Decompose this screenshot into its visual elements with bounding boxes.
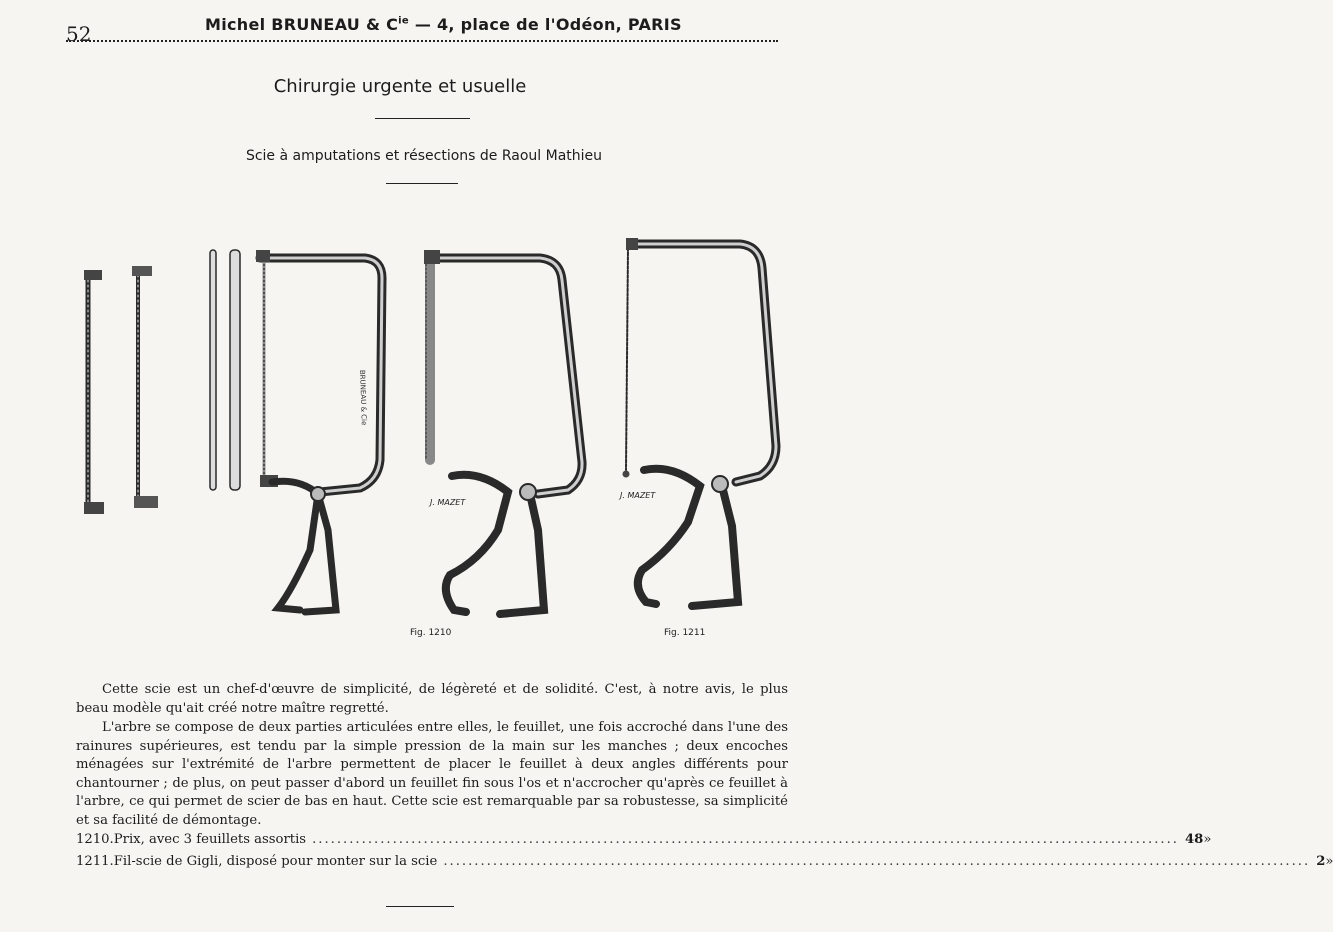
saw-frame-1: [256, 250, 382, 612]
saw-frame-2: [424, 250, 582, 614]
maker-mark-2: J. MAZET: [620, 491, 656, 500]
price-row-1210: [76, 832, 1212, 847]
header-address: — 4, place de l'Odéon, PARIS: [414, 15, 682, 34]
item-price: 48: [1184, 832, 1204, 847]
page-subtitle: Scie à amputations et résections de Raoul Mathieu: [245, 148, 603, 164]
paragraph-intro: Cette scie est un chef-d'œuvre de simplicité, de légèreté et de solidité. C'est, à notre avis, le plus beau modèle qu'ait créé notre maître regretté.: [76, 682, 788, 716]
saw-frame-3: [618, 238, 776, 606]
item-description: Fil-scie de Gigli, disposé pour monter sur la scie: [113, 854, 438, 869]
title-rule: [375, 118, 470, 119]
header-company: Michel BRUNEAU & C: [205, 15, 399, 34]
leader-dots: ............................................................................................................................................: [312, 832, 1179, 847]
item-currency: »: [1325, 854, 1333, 869]
figure-caption-1211: Fig. 1211: [664, 628, 706, 638]
item-description: Prix, avec 3 feuillets assortis: [113, 832, 307, 847]
page-title: Chirurgie urgente et usuelle: [273, 76, 527, 97]
item-price: 2: [1316, 854, 1326, 869]
engraving-text: BRUNEAU & Cie: [358, 369, 368, 426]
page-number: 52: [66, 22, 92, 46]
item-number: 1211.: [76, 854, 114, 869]
header-rule: [66, 40, 778, 42]
paragraph-description: L'arbre se compose de deux parties articulées entre elles, le feuillet, une fois accroché dans l'une des rainures supérieures, est tendu par la simple pression de la main sur les manches ; deux encoches ménagées sur l'extrémité de l'arbre permettent de placer le feuillet à deux angles différents pour chantourner ; de plus, on peut passer d'abord un feuillet fin sous l'os et n'accrocher qu'après ce feuillet à l'arbre, ce qui permet de scier de bas en haut. Cette scie est remarquable par sa robustesse, sa simplicité et sa facilité de démontage.: [76, 720, 788, 828]
price-row-1211: [76, 854, 1333, 869]
subtitle-rule: [386, 183, 458, 184]
blade-with-clips-1: [84, 270, 104, 514]
maker-mark-1: J. MAZET: [430, 498, 466, 507]
item-number: 1210.: [76, 832, 114, 847]
item-currency: »: [1203, 832, 1212, 847]
footer-rule: [386, 906, 454, 907]
leader-dots: ............................................................................................................................................: [443, 854, 1311, 869]
page-header: [205, 15, 682, 34]
flat-blade-1: [210, 250, 216, 490]
blade-with-clips-2: [132, 266, 158, 508]
figure-caption-1210: Fig. 1210: [410, 628, 452, 638]
flat-blade-2: [230, 250, 240, 490]
header-company-sup: ie: [398, 15, 409, 27]
saw-illustration: [60, 230, 790, 650]
